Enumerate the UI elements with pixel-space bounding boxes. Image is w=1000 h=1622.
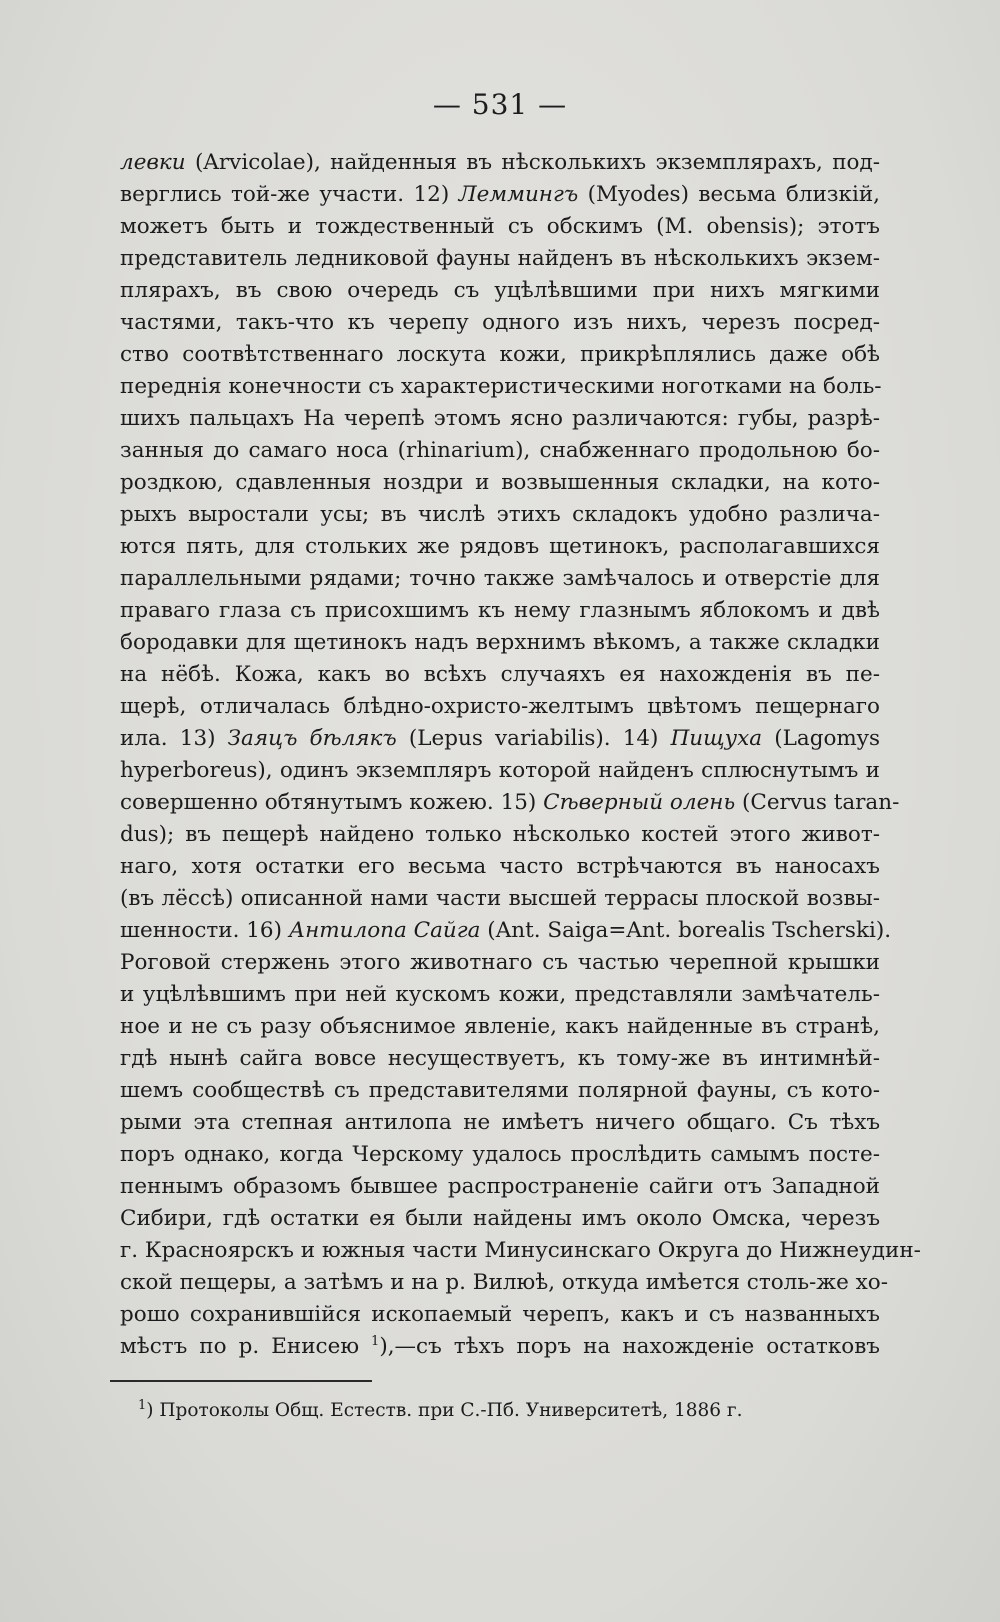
text-line: праваго глаза съ присохшимъ къ нему глазнымъ яблокомъ и двѣ — [120, 598, 880, 623]
italic-term: Пищуха — [670, 726, 763, 751]
text-line: hyperboreus), одинъ экземпляръ которой найденъ сплюснутымъ и — [120, 758, 880, 783]
text-line: левки (Arvicolae), найденныя въ нѣсколькихъ экземплярахъ, под- — [120, 150, 880, 175]
text-line: dus); въ пещерѣ найдено только нѣсколько костей этого живот- — [120, 822, 880, 847]
text-line: поръ однако, когда Черскому удалось прослѣдить самымъ посте- — [120, 1142, 880, 1167]
body-paragraph — [120, 147, 921, 1363]
footnote-divider — [110, 1380, 372, 1382]
footnote — [138, 1398, 743, 1424]
text-line: шихъ пальцахъ На черепѣ этомъ ясно различаются: губы, разрѣ- — [120, 406, 880, 431]
italic-term: Сѣверный олень — [543, 790, 736, 815]
text-line: (въ лёссѣ) описанной нами части высшей террасы плоской возвы- — [120, 886, 880, 911]
text-line: рыхъ выростали усы; въ числѣ этихъ складокъ удобно различа- — [120, 502, 880, 527]
text-line: Роговой стержень этого животнаго съ частью черепной крышки — [120, 950, 880, 975]
text-line: занныя до самаго носа (rhinarium), снабженнаго продольною бо- — [120, 438, 880, 463]
text-line: плярахъ, въ свою очередь съ уцѣлѣвшими при нихъ мягкими — [120, 278, 880, 303]
footnote-reference: 1 — [371, 1333, 380, 1349]
text-line: Сибири, гдѣ остатки ея были найдены имъ около Омска, черезъ — [120, 1206, 880, 1231]
text-line: шенности. 16) Антилопа Сайга (Ant. Saiga=Ant. borealis Tscherski). — [120, 918, 892, 943]
text-line: и уцѣлѣвшимъ при ней кускомъ кожи, представляли замѣчатель- — [120, 982, 880, 1007]
text-line: ное и не съ разу объяснимое явленіе, какъ найденные въ странѣ, — [120, 1014, 880, 1039]
text-line: роздкою, сдавленныя ноздри и возвышенныя складки, на кото- — [120, 470, 880, 495]
text-line: щерѣ, отличалась блѣдно-охристо-желтымъ цвѣтомъ пещернаго — [120, 694, 880, 719]
page-number: — 531 — — [432, 88, 568, 121]
italic-term: левки — [120, 150, 186, 175]
text-line: можетъ быть и тождественный съ обскимъ (M. obensis); этотъ — [120, 214, 880, 239]
text-line: параллельными рядами; точно также замѣчалось и отверстіе для — [120, 566, 880, 591]
text-line: ство соотвѣтственнаго лоскута кожи, прикрѣплялись даже обѣ — [120, 342, 880, 367]
text-line: г. Красноярскъ и южныя части Минусинскаго Округа до Нижнеудин- — [120, 1238, 921, 1263]
text-line: представитель ледниковой фауны найденъ въ нѣсколькихъ экзем- — [120, 246, 880, 271]
text-line: наго, хотя остатки его весьма часто встрѣчаются въ наносахъ — [120, 854, 880, 879]
footnote-marker: 1 — [138, 1397, 147, 1413]
text-line: ются пять, для стольких же рядовъ щетинокъ, располагавшихся — [120, 534, 880, 559]
italic-term: Заяцъ бѣлякъ — [227, 726, 397, 751]
text-line: ской пещеры, а затѣмъ и на р. Вилюѣ, откуда имѣется столь-же хо- — [120, 1270, 888, 1295]
footnote-text: ) Протоколы Общ. Естеств. при С.-Пб. Университетѣ, 1886 г. — [146, 1400, 743, 1421]
italic-term: Леммингъ — [458, 182, 579, 207]
text-line: бородавки для щетинокъ надъ верхнимъ вѣкомъ, а также складки — [120, 630, 880, 655]
text-line: шемъ сообществѣ съ представителями полярной фауны, съ кото- — [120, 1078, 880, 1103]
text-line: переднія конечности съ характеристическими ноготками на боль- — [120, 374, 882, 399]
text-line: совершенно обтянутымъ кожею. 15) Сѣверный олень (Cervus taran- — [120, 790, 900, 815]
text-line: мѣстъ по р. Енисею $^1$),—съ тѣхъ поръ на нахожденіе остатковъ — [120, 1333, 880, 1359]
italic-term: Антилопа Сайга — [288, 918, 481, 943]
text-line: верглись той-же участи. 12) Леммингъ (Myodes) весьма близкій, — [120, 182, 881, 207]
text-line: ила. 13) Заяцъ бѣлякъ (Lepus variabilis). 14) Пищуха (Lagomys — [120, 726, 880, 751]
text-line: пеннымъ образомъ бывшее распространеніе сайги отъ Западной — [120, 1174, 880, 1199]
text-line: гдѣ нынѣ сайга вовсе несуществуетъ, къ тому-же въ интимнѣй- — [120, 1046, 880, 1071]
text-line: частями, такъ-что къ черепу одного изъ нихъ, черезъ посред- — [120, 310, 880, 335]
text-line: рошо сохранившійся ископаемый черепъ, какъ и съ названныхъ — [120, 1302, 880, 1327]
text-line: рыми эта степная антилопа не имѣетъ ничего общаго. Съ тѣхъ — [120, 1110, 880, 1135]
text-line: на нёбѣ. Кожа, какъ во всѣхъ случаяхъ ея нахожденія въ пе- — [120, 662, 880, 687]
